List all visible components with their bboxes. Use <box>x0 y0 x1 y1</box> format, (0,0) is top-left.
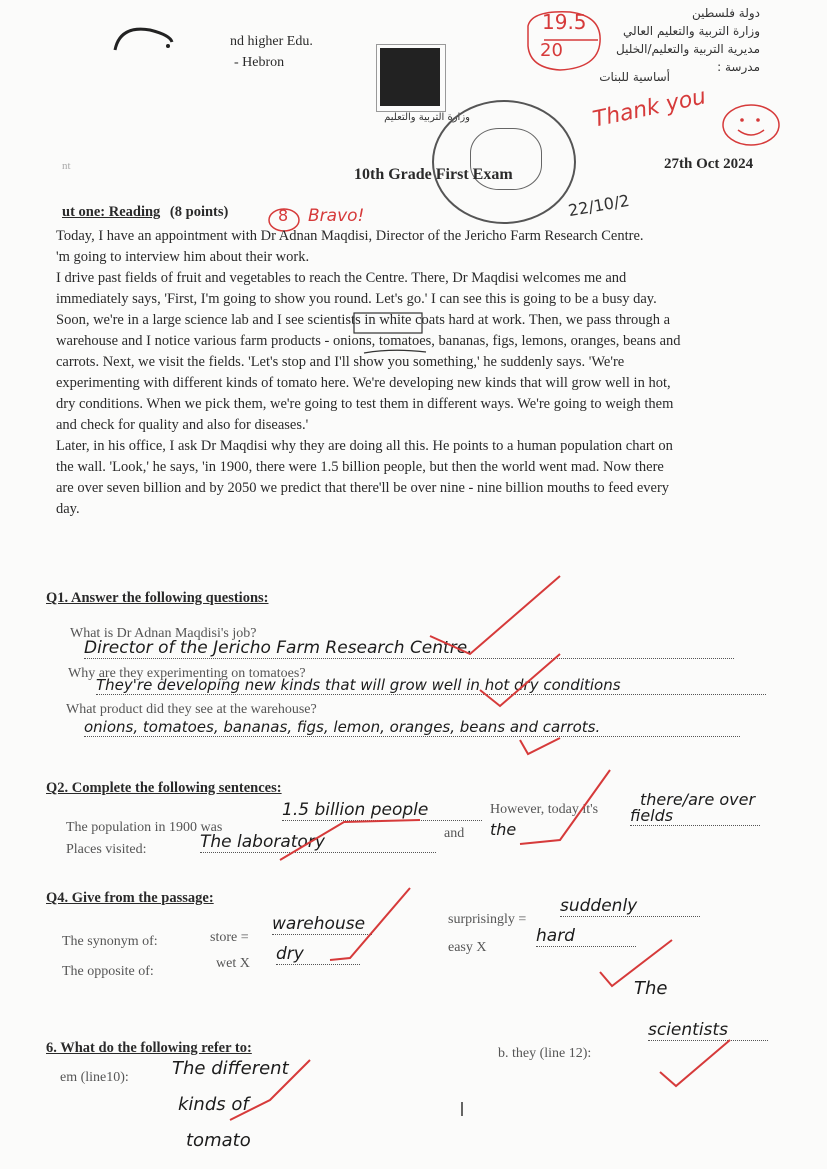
pen-mark-icon <box>110 20 180 60</box>
ministry-ar-line4: مدرسة : <box>717 60 760 74</box>
q6-a-answer-3: tomato <box>186 1130 251 1151</box>
passage-line: Soon, we're in a large science lab and I see scientists in white coats hard at work. Then, we pass through a <box>56 312 671 328</box>
q4-store-answer: warehouse <box>272 914 372 935</box>
exam-title: 10th Grade First Exam <box>354 166 513 183</box>
q4-opposite-label: The opposite of: <box>62 964 154 979</box>
q1-question-1: What is Dr Adnan Maqdisi's job? <box>70 626 257 641</box>
passage-line: Today, I have an appointment with Dr Adnan Maqdisi, Director of the Jericho Farm Research Centre. <box>56 228 644 244</box>
passage-line: Later, in his office, I ask Dr Maqdisi why they are doing all this. He points to a human population chart on <box>56 438 673 454</box>
ministry-en-line2: - Hebron <box>234 55 285 70</box>
signed-date: 22/10/2 <box>566 190 631 221</box>
q2-s1-answer2: there/are over <box>640 790 756 809</box>
score-value: 19.5 <box>542 10 587 34</box>
q6-a-answer-2: kinds of <box>178 1094 249 1115</box>
passage-line: 'm going to interview him about their work. <box>56 249 310 265</box>
passage-line: carrots. Next, we visit the fields. 'Let's stop and I'll show you something,' he suddenly says. 'We're <box>56 354 625 370</box>
q2-s2-prefix: Places visited: <box>66 842 147 857</box>
q2-s1-prefix: The population in 1900 was <box>66 820 223 835</box>
q4-synonym-label: The synonym of: <box>62 934 158 949</box>
q4-heading: Q4. Give from the passage: <box>46 890 214 906</box>
q4-easy-label: easy X <box>448 940 487 955</box>
ministry-ar-line1: دولة فلسطين <box>691 6 760 20</box>
name-fragment: nt <box>62 160 71 172</box>
q1-question-2: Why are they experimenting on tomatoes? <box>68 666 306 681</box>
checkmark-q6b <box>660 1040 730 1086</box>
q1-answer-3: onions, tomatoes, bananas, figs, lemon, oranges, beans and carrots. <box>84 718 740 737</box>
score-total: 20 <box>540 40 563 61</box>
q2-s2-answer3: fields <box>630 806 760 826</box>
q6-a-answer-1: The different <box>172 1058 289 1079</box>
reading-passage <box>56 226 786 520</box>
q6-a-label: em (line10): <box>60 1070 129 1085</box>
passage-line: are over seven billion and by 2050 we predict that there'll be over nine - nine billion mouths to feed every <box>56 480 670 496</box>
reading-heading <box>62 204 228 221</box>
q4-store-label: store = <box>210 930 249 945</box>
ministry-en-line1: nd higher Edu. <box>230 34 313 49</box>
thank-you-note: Thank you <box>590 84 709 133</box>
reading-heading-text: ut one: Reading <box>62 204 161 220</box>
logo-caption: وزارة التربية والتعليم <box>384 112 470 123</box>
q4-wet-answer: dry <box>276 944 360 965</box>
passage-line: dry conditions. When we pick them, we're going to test them in different ways. We're going to weigh them <box>56 396 674 412</box>
q1-answer-2: They're developing new kinds that will grow well in hot dry conditions <box>96 676 766 695</box>
q2-s2-answer2: the <box>490 820 517 839</box>
passage-line: immediately says, 'First, I'm going to show you round. Let's go.' I can see this is going to be a busy day. <box>56 291 657 307</box>
q4-wet-label: wet X <box>216 956 250 971</box>
q1-heading: Q1. Answer the following questions: <box>46 590 269 606</box>
q4-surprisingly-answer: suddenly <box>560 896 700 917</box>
q2-s2-mid: and <box>444 826 465 841</box>
q2-s2-answer: The laboratory <box>200 832 436 853</box>
q1-question-3: What product did they see at the warehouse? <box>66 702 317 717</box>
ministry-ar-line3: مديرية التربية والتعليم/الخليل <box>616 42 760 56</box>
q2-s1-answer: 1.5 billion people <box>282 800 482 821</box>
q4-surprisingly-label: surprisingly = <box>448 912 527 927</box>
passage-line: day. <box>56 501 80 517</box>
smiley-icon <box>718 100 784 150</box>
passage-line: experimenting with different kinds of tomato here. We're developing new kinds that will grow well in hot, <box>56 375 671 391</box>
passage-line: warehouse and I notice various farm products - onions, tomatoes, bananas, figs, lemons, oranges, beans and <box>56 333 681 349</box>
bravo-note: Bravo! <box>308 206 365 226</box>
q1-answer-1: Director of the Jericho Farm Research Centre. <box>84 638 734 659</box>
q6-b-answer-2: scientists <box>648 1020 768 1041</box>
reading-points: (8 points) <box>169 204 229 220</box>
exam-date: 27th Oct 2024 <box>664 156 754 172</box>
q4-easy-answer: hard <box>536 926 636 947</box>
section-score: 8 <box>278 206 289 225</box>
ministry-ar-line5: أساسية للبنات <box>599 70 670 84</box>
eagle-emblem-icon <box>380 48 440 106</box>
checkmark-q1c <box>520 738 560 754</box>
passage-line: the wall. 'Look,' he says, 'in 1900, there were 1.5 billion people, but then the world went mad. Now there <box>56 459 664 475</box>
q2-heading: Q2. Complete the following sentences: <box>46 780 282 796</box>
ministry-ar-line2: وزارة التربية والتعليم العالي <box>623 24 760 38</box>
passage-line: and check for quality and also for diseases.' <box>56 417 309 433</box>
passage-line: I drive past fields of fruit and vegetables to reach the Centre. There, Dr Maqdisi welcomes me and <box>56 270 627 286</box>
q2-s1-mid: However, today it's <box>490 802 599 817</box>
q6-heading: 6. What do the following refer to: <box>46 1040 252 1056</box>
q6-b-label: b. they (line 12): <box>498 1046 592 1061</box>
q6-b-answer-1: The <box>634 978 668 999</box>
